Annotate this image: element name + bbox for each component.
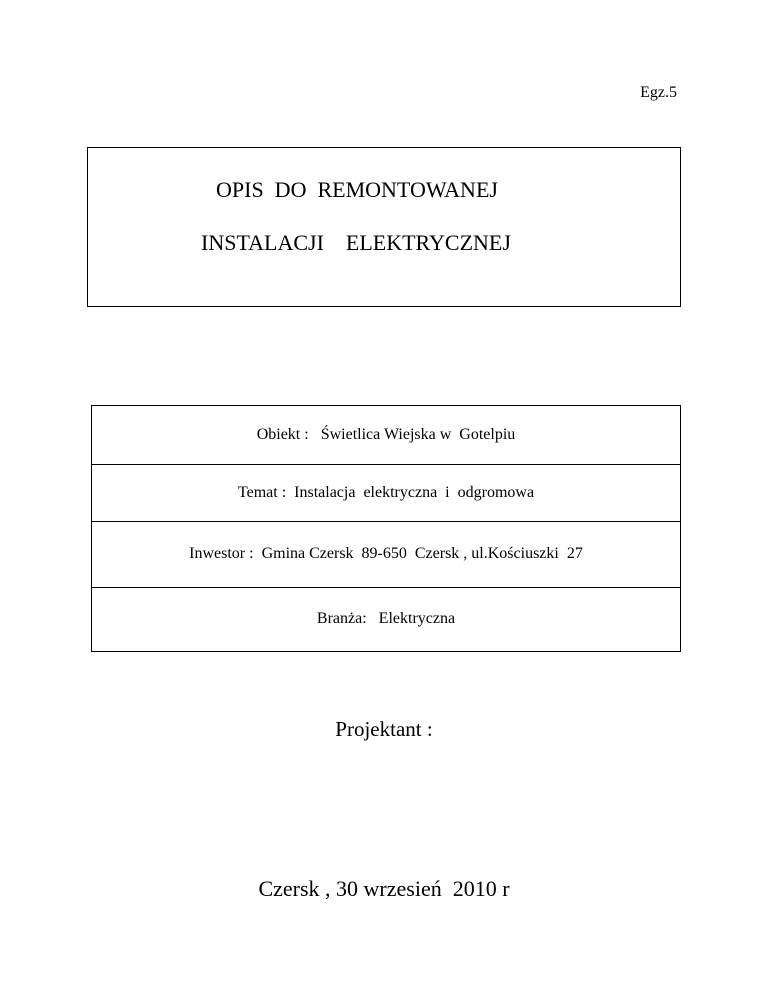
title-box: [87, 147, 681, 307]
branch-row: Branża: Elektryczna: [316, 610, 456, 627]
investor-row: Inwestor : Gmina Czersk 89-650 Czersk , ul.Kościuszki 27: [92, 521, 680, 588]
copy-number: Egz.5: [640, 84, 677, 101]
project-info-table: [91, 405, 681, 652]
object-row: Obiekt : Świetlica Wiejska w Gotelpiu: [92, 406, 680, 465]
document-title-line-2: INSTALACJI ELEKTRYCZNEJ: [201, 230, 511, 255]
designer-label: Projektant :: [335, 717, 433, 741]
place-and-date: Czersk , 30 wrzesień 2010 r: [258, 876, 510, 901]
document-title-line-1: OPIS DO REMONTOWANEJ: [216, 177, 498, 202]
subject-row: Temat : Instalacja elektryczna i odgromowa: [92, 464, 680, 522]
